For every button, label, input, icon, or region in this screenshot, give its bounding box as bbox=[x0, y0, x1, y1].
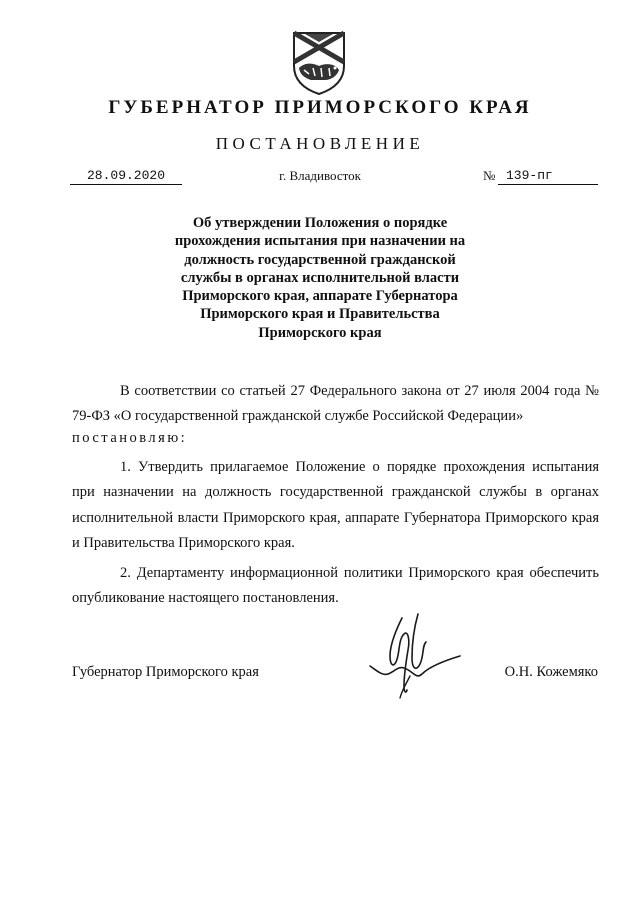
item-1-text: 1. Утвердить прилагаемое Положение о порядке прохождения испытания при назначении на должность государственной гражданской службы в органах исполнительной власти Приморского края, аппарате Губернатора Приморского края и Правительства Приморского края. bbox=[72, 459, 599, 551]
item-2-paragraph bbox=[72, 561, 599, 612]
signature-image bbox=[360, 610, 472, 700]
item-1-paragraph bbox=[72, 455, 599, 556]
item-2-text: 2. Департаменту информационной политики Приморского края обеспечить опубликование настоящего постановления. bbox=[72, 565, 599, 607]
signer-name: О.Н. Кожемяко bbox=[504, 664, 598, 680]
number-sign: № bbox=[483, 168, 496, 183]
coat-of-arms-icon bbox=[291, 30, 347, 96]
decree-word: постановляю: bbox=[72, 430, 188, 446]
authority-heading: ГУБЕРНАТОР ПРИМОРСКОГО КРАЯ bbox=[108, 97, 532, 118]
document-type: ПОСТАНОВЛЕНИЕ bbox=[215, 134, 425, 153]
document-city: г. Владивосток bbox=[279, 168, 361, 183]
document-number: 139-пг bbox=[498, 168, 598, 185]
preamble-paragraph bbox=[72, 379, 599, 430]
preamble-text: В соответствии со статьей 27 Федерального закона от 27 июля 2004 года № 79-ФЗ «О государственной гражданской службе Российской Федерации» bbox=[72, 383, 599, 425]
document-subject: Об утверждении Положения о порядке прохождения испытания при назначении на должность государственной гражданской службы в органах исполнительной власти Приморского края, аппарате Губернатора Приморского края и Правительства Приморского края bbox=[174, 215, 466, 341]
document-date: 28.09.2020 bbox=[70, 168, 182, 185]
signer-title: Губернатор Приморского края bbox=[72, 664, 259, 680]
